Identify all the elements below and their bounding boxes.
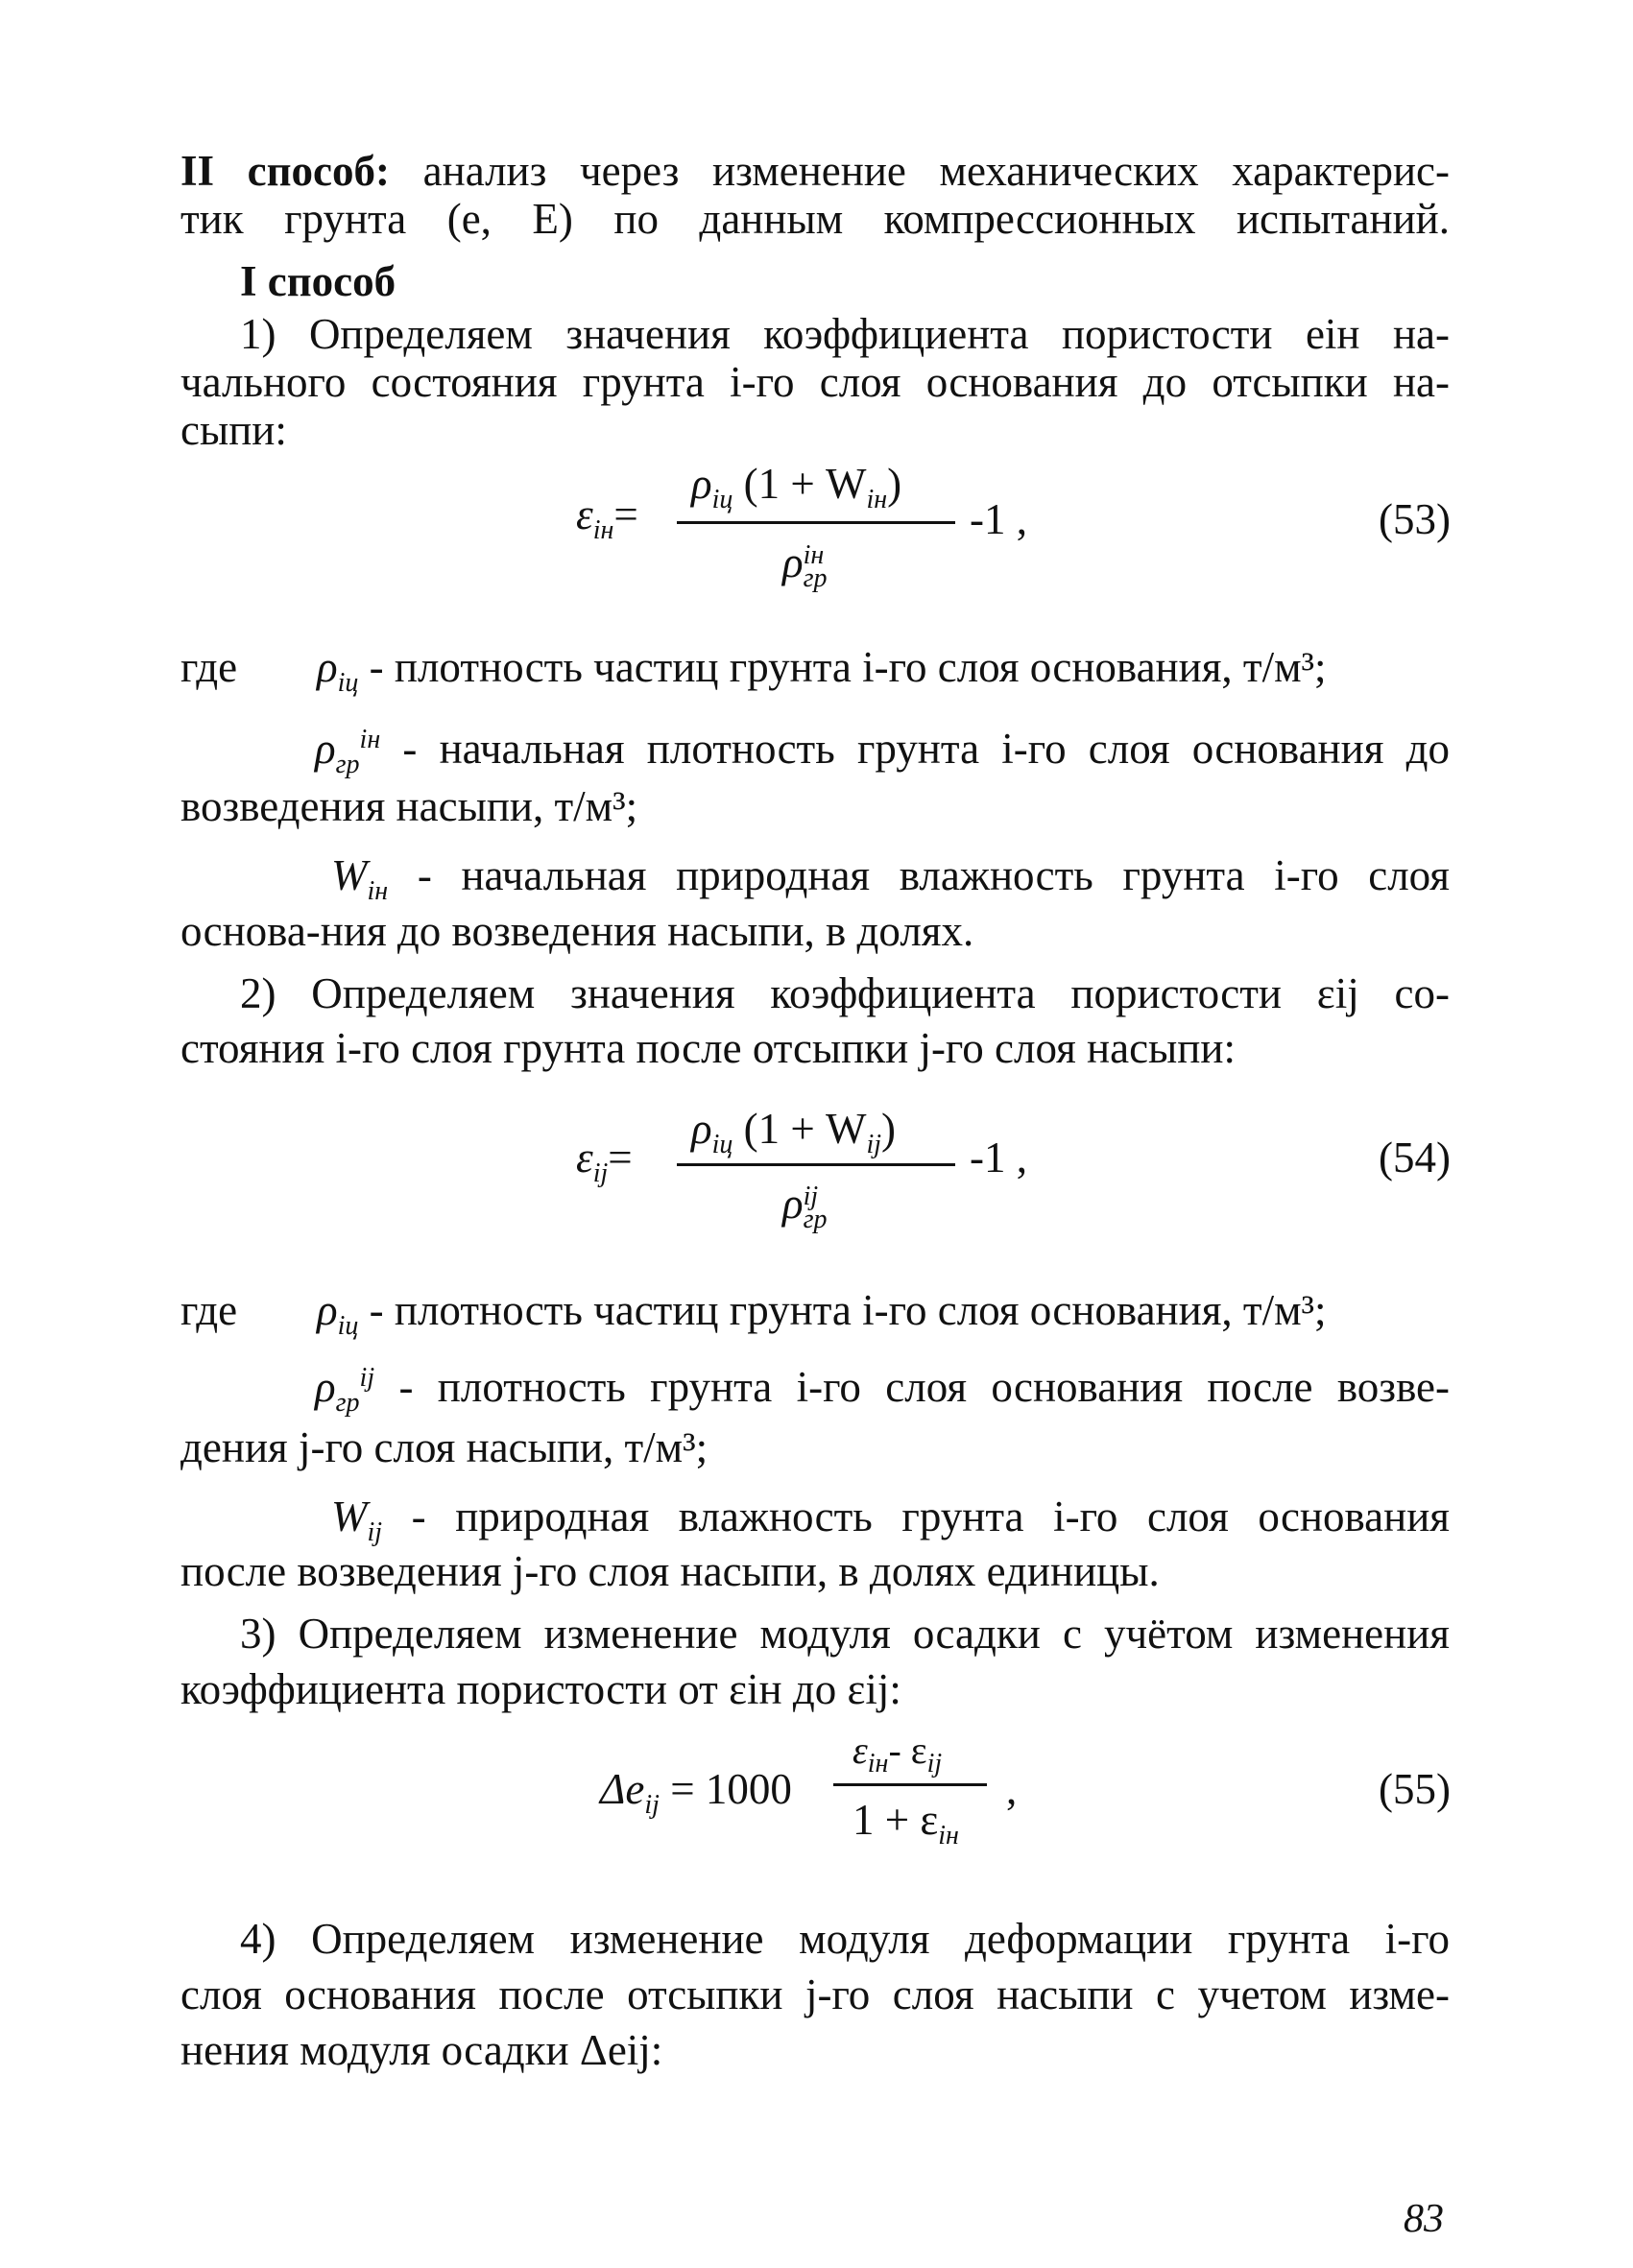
method1-heading: I способ [240, 257, 396, 305]
step3-line-2: коэффициента пористости от εiн до εij: [180, 1665, 901, 1713]
step1-line-3: сыпи: [180, 406, 287, 454]
where-53-def-3-line-2: основа-ния до возведения насыпи, в долях. [180, 907, 974, 955]
equation-55-numerator: $\varepsilon_{iн}-$ $\varepsilon_{ij}$ [853, 1729, 943, 1779]
step1-line-2: чального состояния грунта i-го слоя основания до отсыпки на- [180, 358, 1450, 406]
page-number: 83 [1404, 2197, 1444, 2241]
where-54-def-2-line-1: $\rho_{гр}^{ij}$ - плотность грунта i-го слоя основания после возве- [315, 1363, 1451, 1418]
equation-54-tail: -1 , [970, 1134, 1027, 1182]
where-54-def-1: $\rho_{iц}$ - плотность частиц грунта i-го слоя основания, т/м³; [317, 1286, 1327, 1341]
equation-53-lhs: $\varepsilon_{iн}=$ [576, 490, 638, 545]
equation-55-lhs: $\Delta e_{ij} = 1000$ [600, 1765, 792, 1820]
where-53-def-3-line-1: $W_{iн}$ - начальная природная влажность грунта i-го слоя [331, 851, 1450, 906]
where-54-def-3-line-1: $W_{ij}$ - природная влажность грунта i-го слоя основания [331, 1492, 1451, 1547]
equation-55-denominator: $1 + \varepsilon_{iн}$ [853, 1796, 959, 1850]
method2-line-2: тик грунта (e, E) по данным компрессионных испытаний. [180, 195, 1450, 243]
where-53-def-2-line-1: $\rho_{гр}^{iн}$ - начальная плотность грунта i-го слоя основания до [315, 725, 1450, 779]
equation-54-numerator: $\rho_{iц}$ $(1 + W_{ij})$ [691, 1105, 897, 1159]
where-53-def-1: $\rho_{iц}$ - плотность частиц грунта i-го слоя основания, т/м³; [317, 643, 1327, 698]
where-53-def-2-line-2: возведения насыпи, т/м³; [180, 782, 638, 830]
where-54-def-2-line-2: дения j-го слоя насыпи, т/м³; [180, 1423, 708, 1471]
equation-54-lhs: $\varepsilon_{ij}=$ [576, 1134, 633, 1188]
step4-line-3: нения модуля осадки Δeij: [180, 2026, 663, 2074]
step1-line-1: 1) Определяем значения коэффициента пористости еiн на- [240, 310, 1450, 358]
equation-53-denominator: ρ iн гр [782, 538, 828, 593]
equation-53-fraction-bar [677, 521, 955, 524]
equation-55-fraction-bar [833, 1783, 987, 1786]
step2-line-1: 2) Определяем значения коэффициента пористости εij со- [240, 969, 1450, 1017]
equation-53-numerator: $\rho_{iц}$ $(1 + W_{iн})$ [691, 460, 902, 514]
equation-55-number: (55) [1379, 1765, 1451, 1813]
method2-line-1: II способ: анализ через изменение механических характерис- [180, 147, 1450, 195]
step3-line-1: 3) Определяем изменение модуля осадки с учётом изменения [240, 1610, 1450, 1658]
step4-line-1: 4) Определяем изменение модуля деформации грунта i-го [240, 1915, 1450, 1963]
equation-53-number: (53) [1379, 495, 1451, 543]
equation-53-tail: -1 , [970, 495, 1027, 543]
equation-54-fraction-bar [677, 1163, 955, 1166]
equation-54-denominator: ρ ij гр [782, 1180, 828, 1234]
step4-line-2: слоя основания после отсыпки j-го слоя насыпи с учетом изме- [180, 1970, 1450, 2018]
step2-line-2: стояния i-го слоя грунта после отсыпки j-го слоя насыпи: [180, 1024, 1236, 1072]
where-53-label: где [180, 643, 238, 691]
equation-54-number: (54) [1379, 1134, 1451, 1182]
where-54-def-3-line-2: после возведения j-го слоя насыпи, в долях единицы. [180, 1547, 1160, 1595]
where-54-label: где [180, 1286, 238, 1334]
equation-55-tail: , [1006, 1765, 1018, 1813]
